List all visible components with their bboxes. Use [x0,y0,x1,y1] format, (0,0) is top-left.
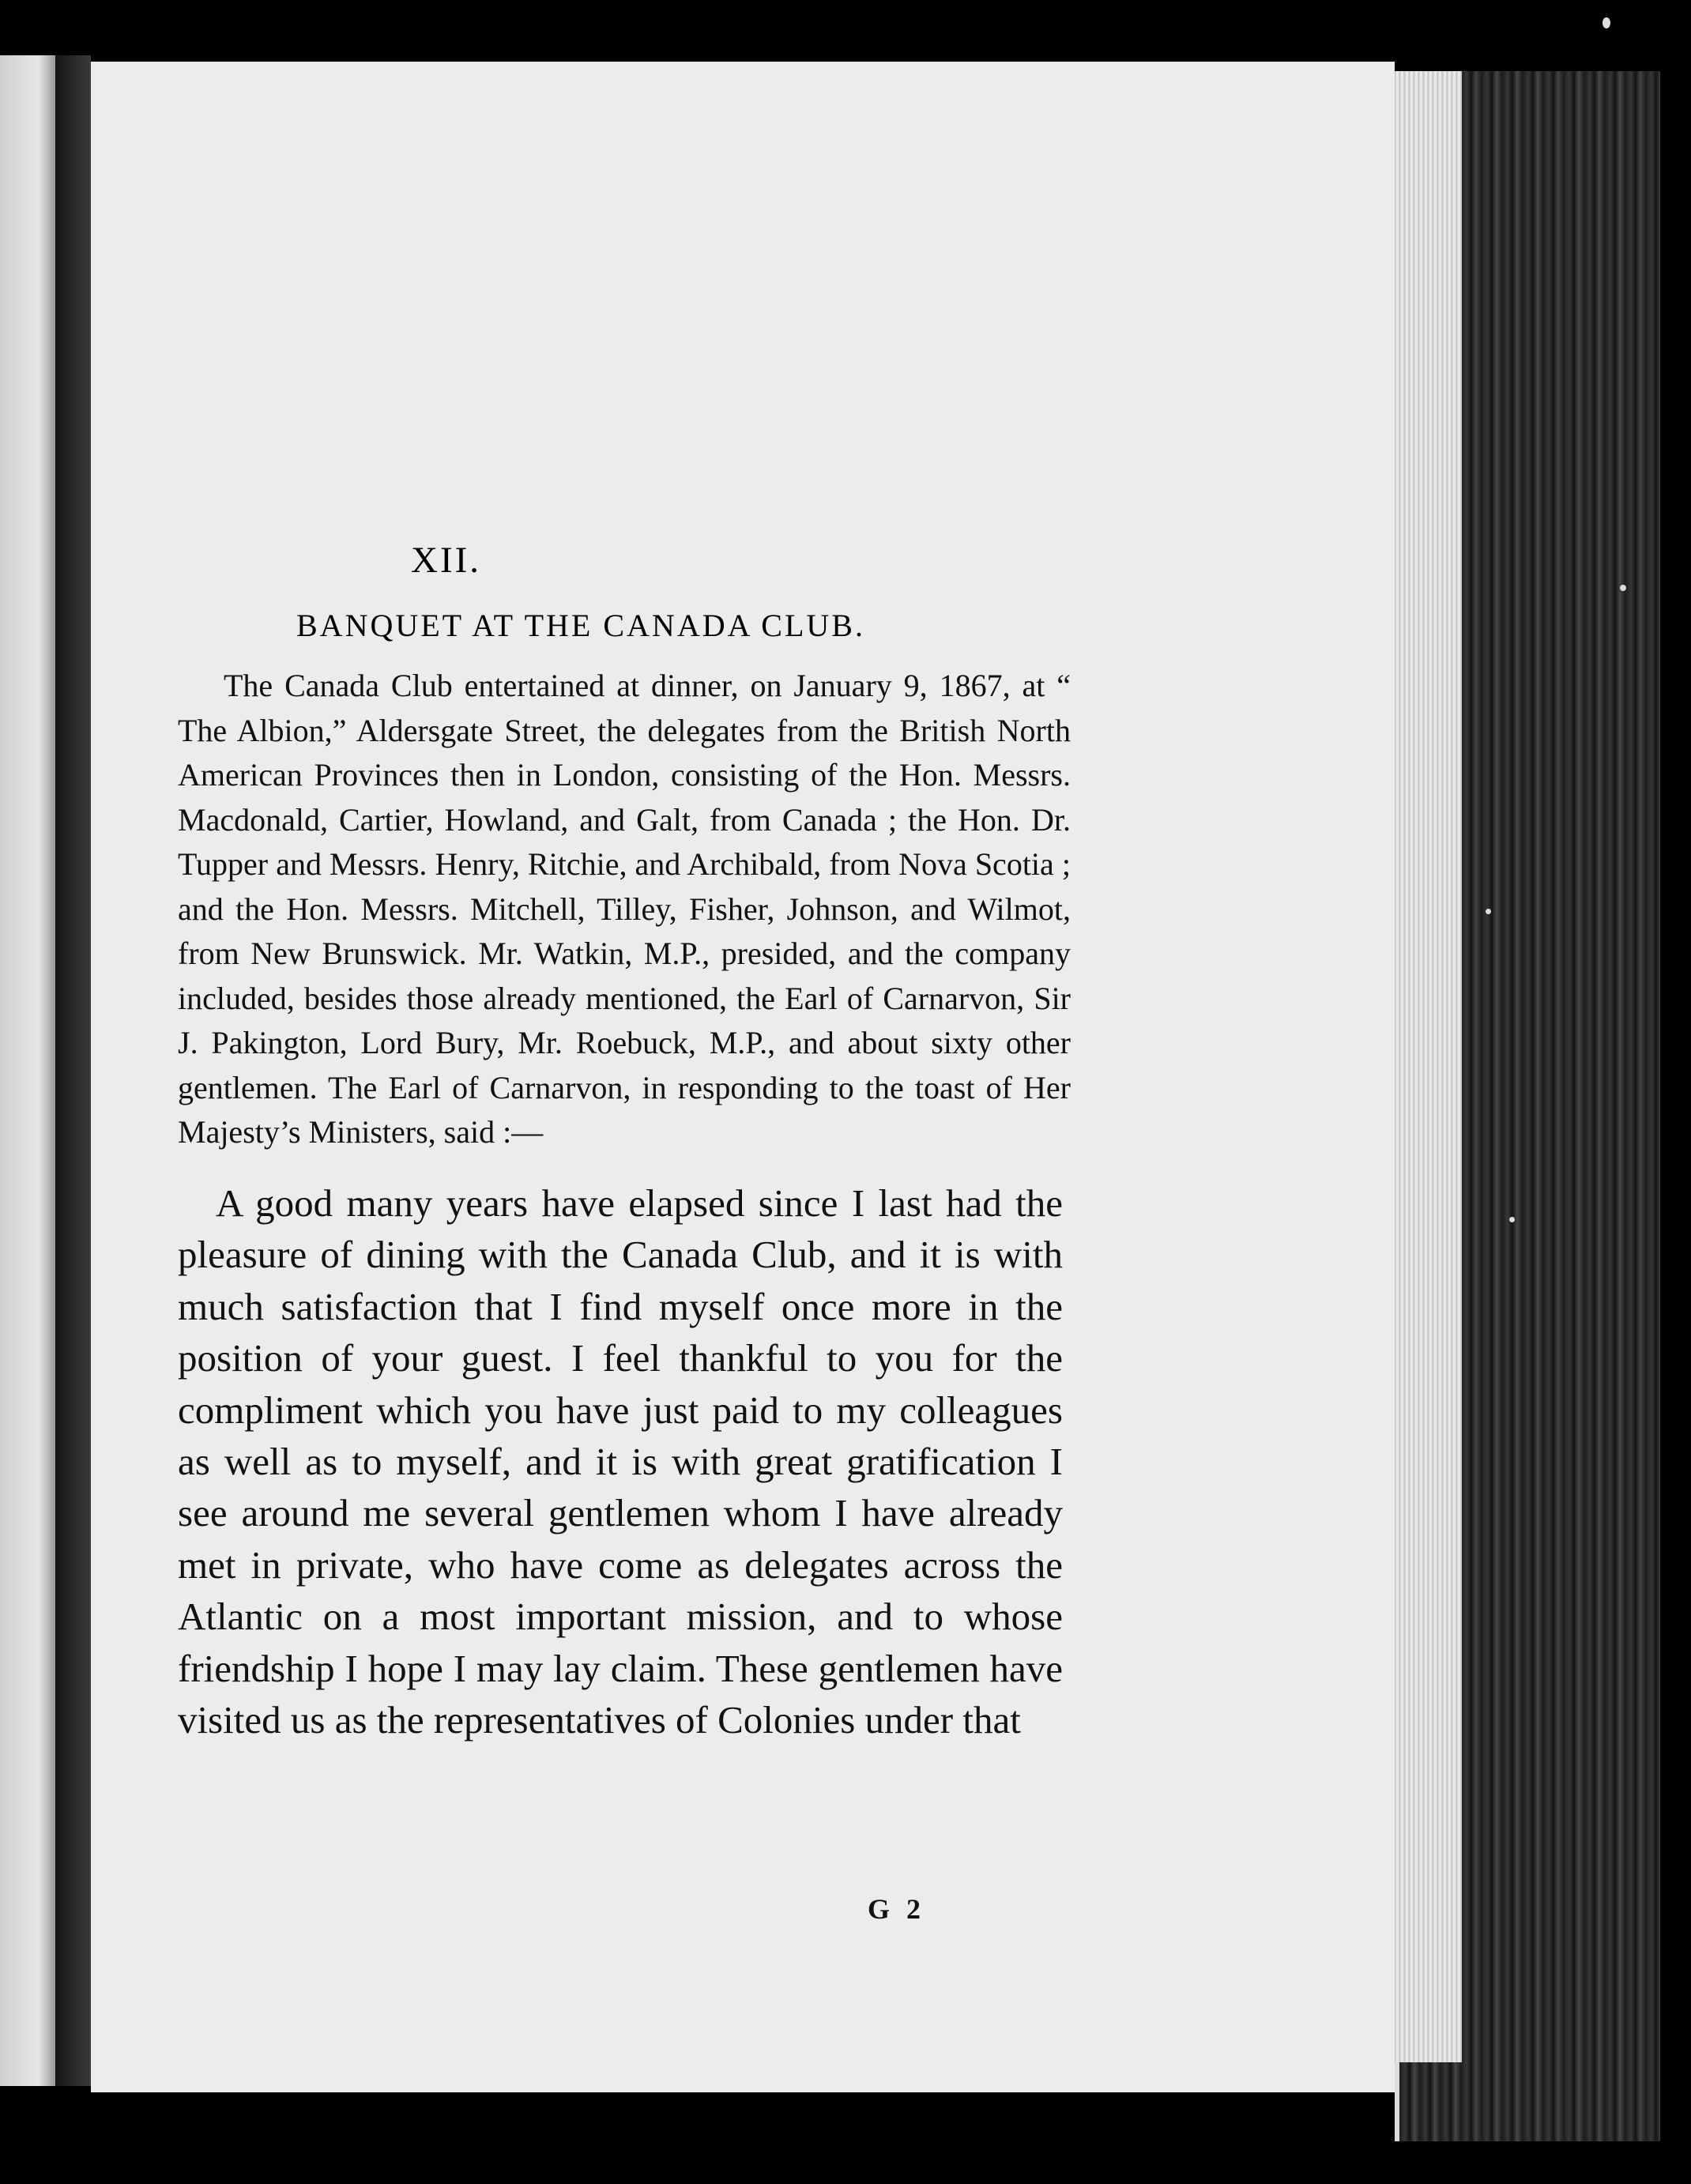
page-stack-edge [1387,71,1462,2062]
scan-speck [1620,585,1626,591]
signature-mark: G 2 [868,1893,926,1925]
scan-speck [1509,1217,1515,1222]
chapter-number: XII. [411,540,481,581]
left-page-edge [0,55,55,2086]
intro-paragraph: The Canada Club entertained at dinner, on January 9, 1867, at “ The Albion,” Aldersgate Street, the delegates from the British North American Provinces then in London, consisting of the Hon. Messrs. Macdonald, Cartier, Howland, and Galt, from Canada ; the Hon. Dr. Tupper and Messrs. Henry, Ritchie, and Archibald, from Nova Scotia ; and the Hon. Messrs. Mitchell, Tilley, Fisher, Johnson, and Wilmot, from New Brunswick. Mr. Watkin, M.P., presided, and the company included, besides those already mentioned, the Earl of Carnarvon, Sir J. Pakington, Lord Bury, Mr. Roebuck, M.P., and about sixty other gentlemen. The Earl of Carnarvon, in responding to the toast of Her Majesty’s Ministers, said :— [178,668,1071,1150]
chapter-title: BANQUET AT THE CANADA CLUB. [296,608,865,643]
binding-gutter [55,55,91,2086]
scan-speck [1602,17,1610,28]
scan-speck [1486,909,1491,914]
speech-paragraph: A good many years have elapsed since I last had the pleasure of dining with the Canada Club, and it is with much satisfaction that I find myself once more in the position of your guest. I feel thankful to you for the compliment which you have just paid to my colleagues as well as to myself, and it is with great gratification I see around me several gentlemen whom I have already met in private, who have come as delegates across the Atlantic on a most important mission, and to whose friendship I hope I may lay claim. These gentlemen have visited us as the representatives of Colonies under that [178,1181,1063,1742]
